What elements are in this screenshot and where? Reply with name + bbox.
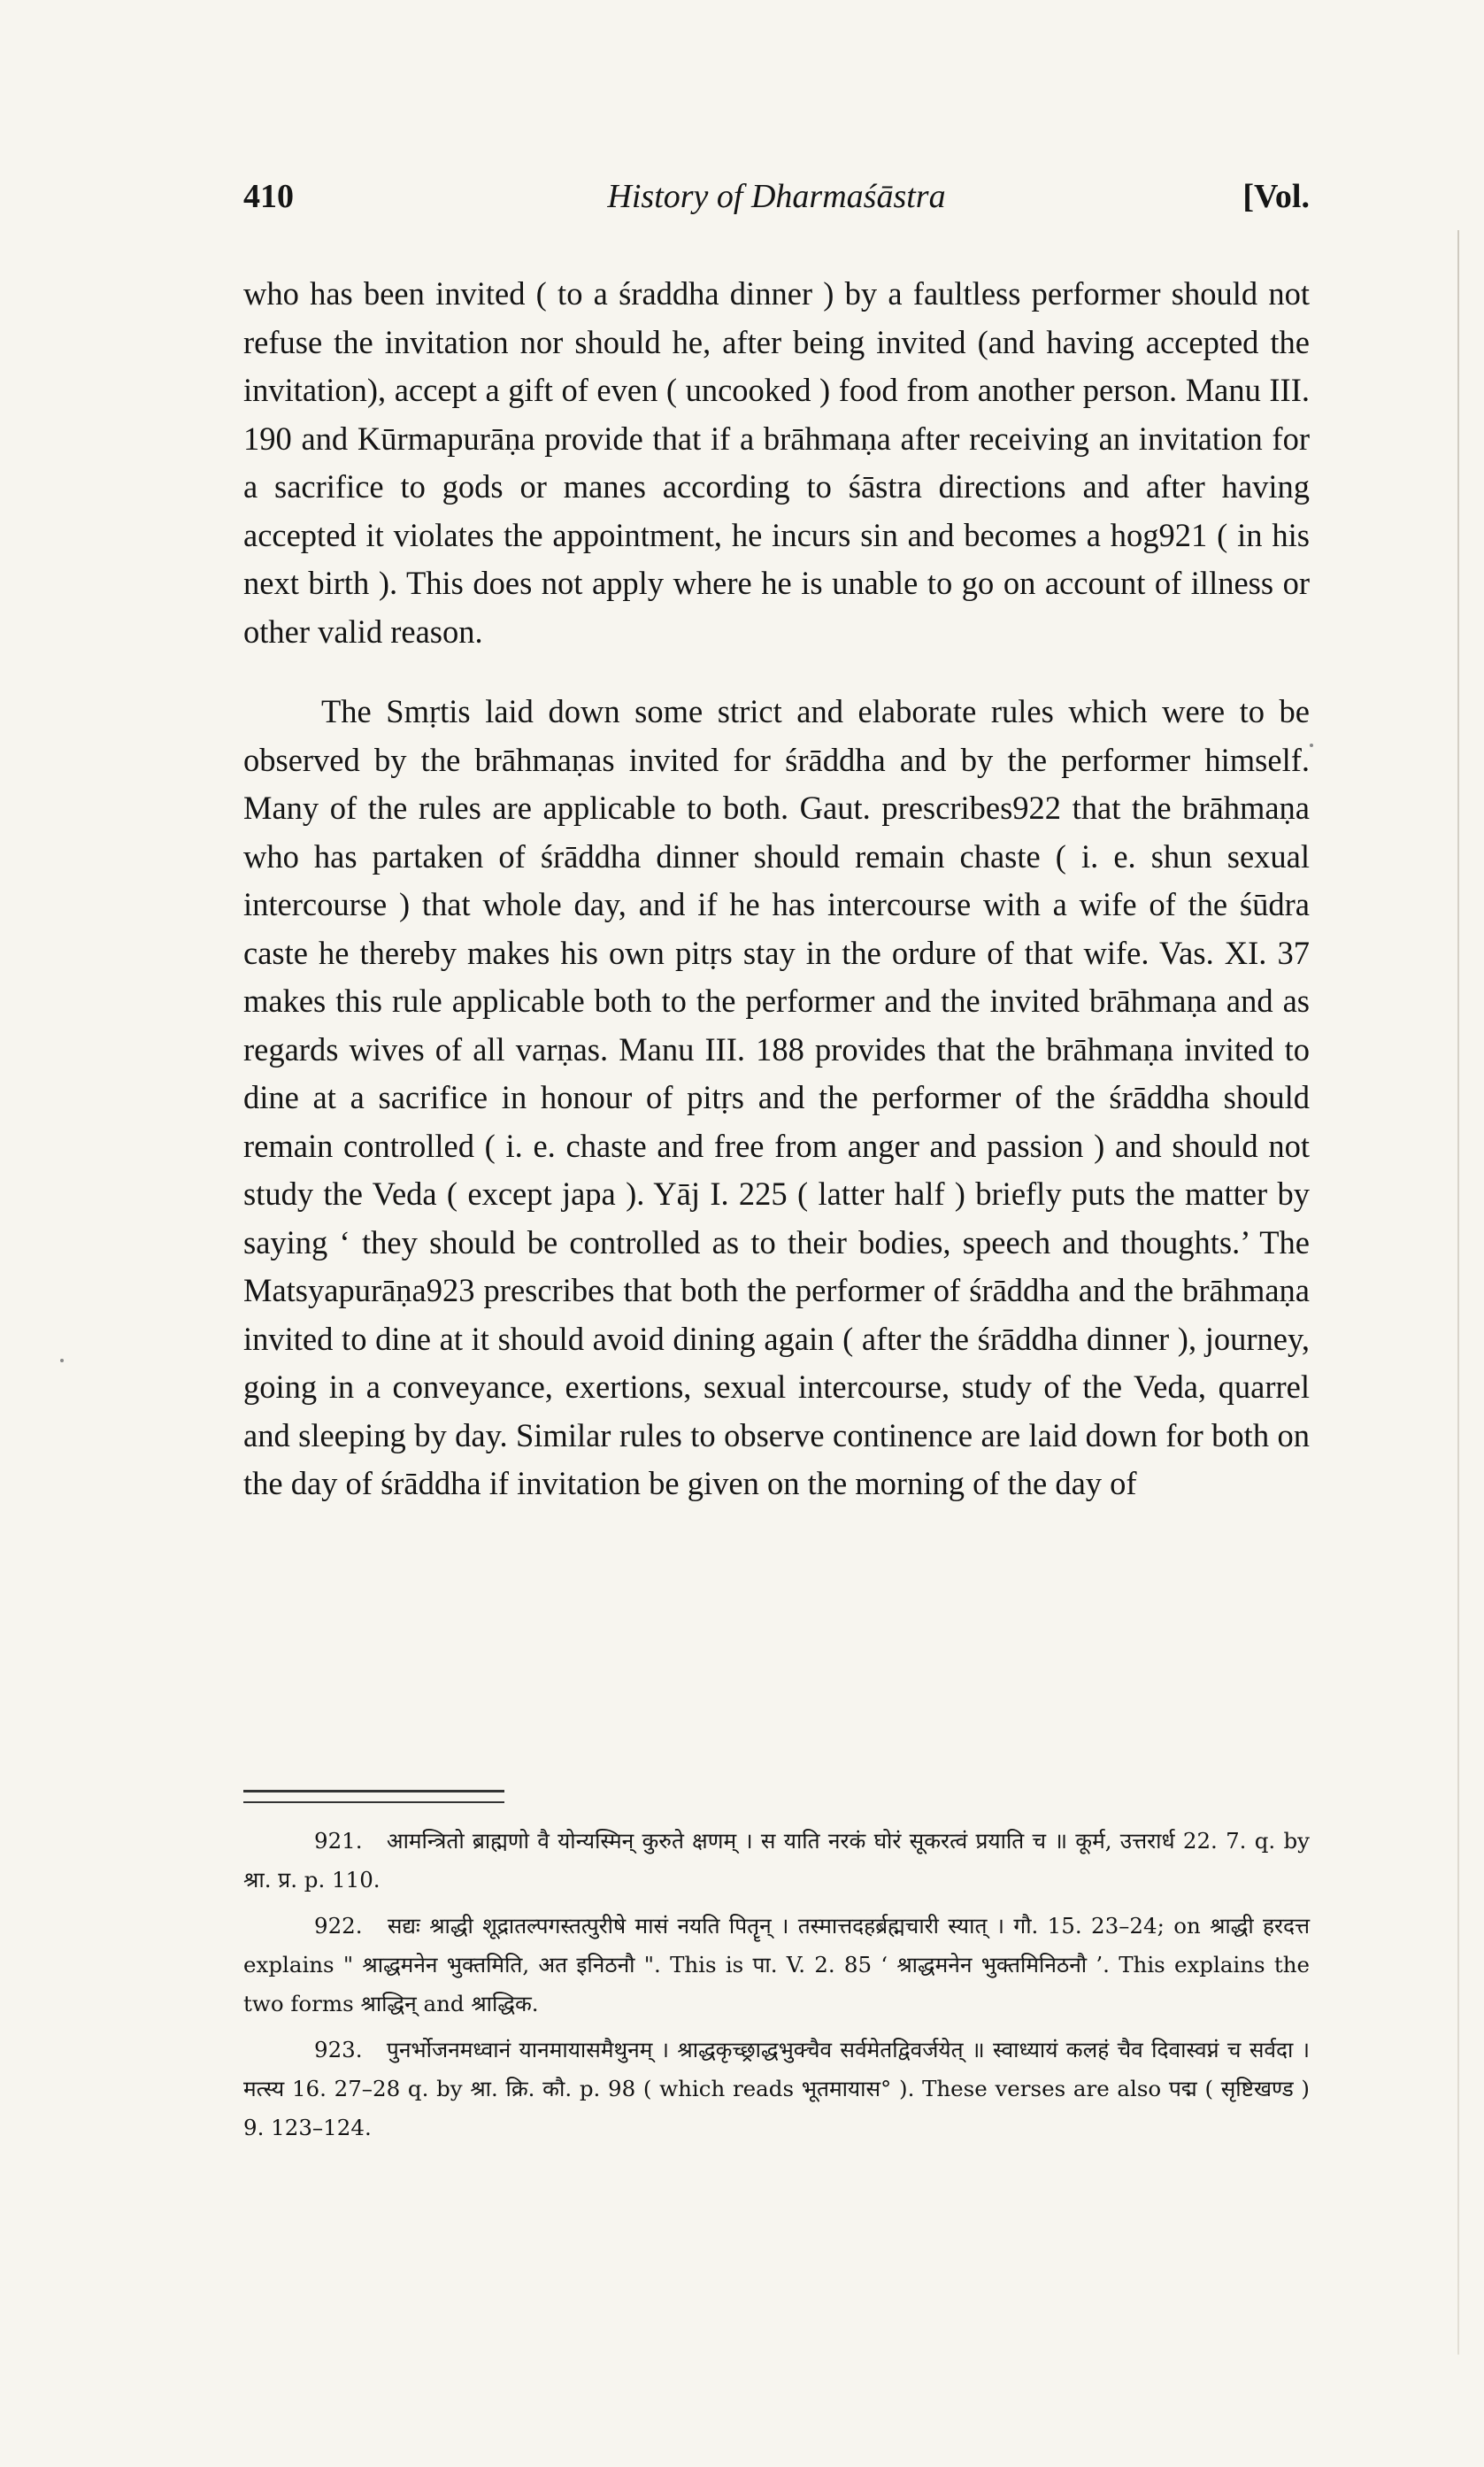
page-number: 410 xyxy=(243,178,294,215)
running-title: History of Dharmaśāstra xyxy=(607,178,946,215)
scan-speck xyxy=(60,1359,64,1362)
paragraph-1: who has been invited ( to a śraddha dinner ) by a faultless performer should not refuse the invitation nor should he, after being invited (and having accepted the invitation), accept a gift of even ( uncooked ) food from another person. Manu III. 190 and Kūrmapurāṇa provide that if a brāhmaṇa after receiving an invitation for a sacrifice to gods or manes according to śāstra directions and after having accepted it violates the appointment, he incurs sin and becomes a hog921 ( in his next birth ). This does not apply where he is unable to go on account of illness or other valid reason. xyxy=(243,275,1310,650)
footnote-number: 923. xyxy=(314,2037,363,2062)
footnote-921 xyxy=(243,1822,1310,1900)
page-edge-shadow xyxy=(1457,230,1459,2355)
footnote-number: 921. xyxy=(314,1828,363,1854)
footnote-923 xyxy=(243,2031,1310,2147)
footnote-922 xyxy=(243,1907,1310,2024)
scan-speck xyxy=(1310,744,1313,747)
footnote-text: आमन्त्रितो ब्राह्मणो वै योन्यस्मिन् कुरुते क्षणम् । स याति नरकं घोरं सूकरत्वं प्रयाति च ॥ कूर्म, उत्तरार्ध 22. 7. q. by श्रा. प्र. p. 110. xyxy=(243,1828,1310,1893)
paragraph-2: The Smṛtis laid down some strict and elaborate rules which were to be observed by the brāhmaṇas invited for śrāddha and by the performer himself. Many of the rules are applicable to both. Gaut. prescribes922 that the brāhmaṇa who has partaken of śrāddha dinner should remain chaste ( i. e. shun sexual intercourse ) that whole day, and if he has intercourse with a wife of the śūdra caste he thereby makes his own pitṛs stay in the ordure of that wife. Vas. XI. 37 makes this rule applicable both to the performer and the invited brāhmaṇa and as regards wives of all varṇas. Manu III. 188 provides that the brāhmaṇa invited to dine at a sacrifice in honour of pitṛs and the performer of the śrāddha should remain controlled ( i. e. chaste and free from anger and passion ) and should not study the Veda ( except japa ). Yāj I. 225 ( latter half ) briefly puts the matter by saying ‘ they should be controlled as to their bodies, speech and thoughts.’ The Matsyapurāṇa923 prescribes that both the performer of śrāddha and the brāhmaṇa invited to dine at it should avoid dining again ( after the śrāddha dinner ), journey, going in a conveyance, exertions, sexual intercourse, study of the Veda, quarrel and sleeping by day. Similar rules to observe continence are laid down for both on the day of śrāddha if invitation be given on the morning of the day of xyxy=(243,693,1310,1501)
footnote-number: 922. xyxy=(314,1913,363,1939)
main-text xyxy=(243,270,1310,1508)
running-header xyxy=(243,177,1310,230)
footnote-text: पुनर्भोजनमध्वानं यानमायासमैथुनम् । श्राद्धकृच्छ्राद्धभुक्चैव सर्वमेतद्विवर्जयेत् ॥ स्वाध्यायं कलहं चैव दिवास्वप्नं च सर्वदा । मत्स्य 16. 27–28 q. by श्रा. क्रि. कौ. p. 98 ( which reads भूतमायास° ). These verses are also पद्म ( सृष्टिखण्ड ) 9. 123–124. xyxy=(243,2037,1310,2140)
footnote-separator xyxy=(243,1790,504,1803)
footnotes xyxy=(243,1822,1310,2155)
footnote-text: सद्यः श्राद्धी शूद्रातल्पगस्तत्पुरीषे मासं नयति पितॄन् । तस्मात्तदहर्ब्रह्मचारी स्यात् । गौ. 15. 23–24; on श्राद्धी हरदत्त explains " श्राद्धमनेन भुक्तमिति, अत इनिठनौ ". This is पा. V. 2. 85 ‘ श्राद्धमनेन भुक्तमिनिठनौ ’. This explains the two forms श्राद्धिन् and श्राद्धिक. xyxy=(243,1913,1310,2016)
volume-marker: [Vol. xyxy=(1242,178,1310,215)
